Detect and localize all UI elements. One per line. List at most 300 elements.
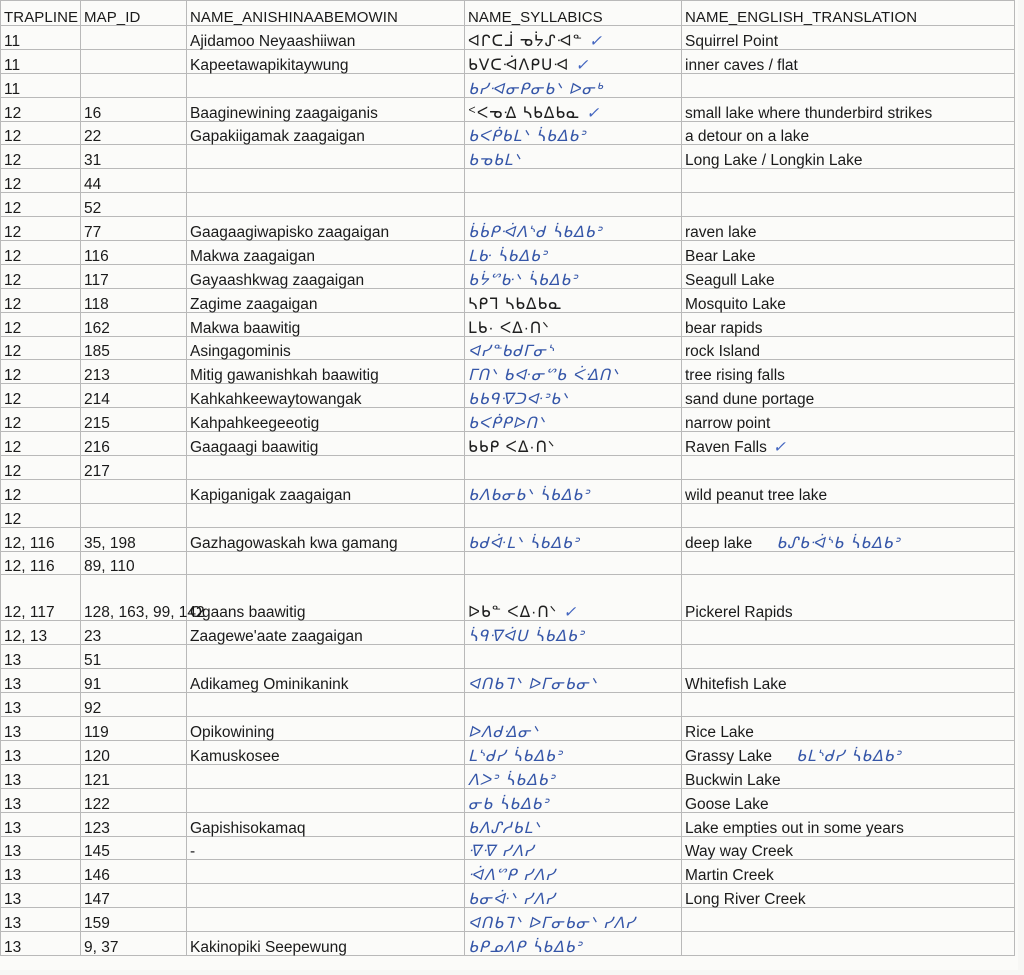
cell-name-anishinaabemowin[interactable] <box>187 932 465 956</box>
cell-map-id-text: 121 <box>84 771 110 789</box>
cell-name-english-translation[interactable] <box>682 145 1015 169</box>
cell-map-id[interactable] <box>81 145 187 169</box>
cell-map-id[interactable] <box>81 693 187 717</box>
cell-trapline-text: 13 <box>4 867 22 885</box>
cell-map-id[interactable] <box>81 860 187 884</box>
cell-name-english-translation[interactable] <box>682 97 1015 121</box>
cell-trapline-text: 12 <box>4 247 22 265</box>
cell-name-anishinaabemowin-text: Gazhagowaskah kwa gamang <box>190 534 398 552</box>
cell-name-anishinaabemowin[interactable] <box>187 26 465 50</box>
cell-name-english-translation[interactable] <box>682 932 1015 956</box>
cell-name-anishinaabemowin[interactable] <box>187 217 465 241</box>
cell-name-syllabics[interactable] <box>465 456 682 480</box>
cell-name-english-translation[interactable] <box>682 479 1015 503</box>
cell-name-english-translation[interactable] <box>682 669 1015 693</box>
cell-trapline[interactable] <box>1 312 81 336</box>
cell-name-syllabics[interactable] <box>465 288 682 312</box>
cell-map-id[interactable] <box>81 503 187 527</box>
cell-name-english-translation[interactable] <box>682 312 1015 336</box>
cell-map-id[interactable] <box>81 121 187 145</box>
cell-name-english-translation[interactable] <box>682 575 1015 621</box>
cell-name-syllabics-text: ᑲᐸᑮᑲᒪᐠ ᓵᑲᐃᑲᐣ <box>468 127 587 146</box>
cell-trapline[interactable] <box>1 884 81 908</box>
cell-name-syllabics-text: ᓵᑫᐌᐋᑌ ᓵᑲᐃᑲᐣ <box>468 627 585 646</box>
cell-name-syllabics[interactable] <box>465 932 682 956</box>
cell-name-anishinaabemowin-text: Makwa baawitig <box>190 319 301 337</box>
cell-name-syllabics[interactable] <box>465 669 682 693</box>
cell-name-anishinaabemowin[interactable] <box>187 740 465 764</box>
cell-trapline[interactable] <box>1 551 81 575</box>
cell-name-anishinaabemowin[interactable] <box>187 527 465 551</box>
cell-trapline[interactable] <box>1 812 81 836</box>
cell-trapline[interactable] <box>1 693 81 717</box>
cell-name-syllabics-text: ᑲᓂᐚᐠ ᓯᐱᓯ <box>468 890 556 909</box>
cell-trapline[interactable] <box>1 908 81 932</box>
table-row <box>1 336 1015 360</box>
cell-name-syllabics[interactable] <box>465 717 682 741</box>
cell-name-anishinaabemowin[interactable] <box>187 312 465 336</box>
cell-name-english-translation[interactable] <box>682 503 1015 527</box>
cell-name-syllabics-text: ᐅᑲᓐ ᐸᐃ·ᑎᐠ <box>468 604 558 622</box>
cell-name-anishinaabemowin[interactable] <box>187 432 465 456</box>
cell-name-syllabics[interactable] <box>465 764 682 788</box>
cell-trapline[interactable] <box>1 145 81 169</box>
cell-map-id-text: 91 <box>84 676 102 694</box>
cell-map-id-text: 118 <box>84 295 109 313</box>
cell-name-english-translation-text: Long Lake / Longkin Lake <box>685 152 863 170</box>
cell-trapline[interactable] <box>1 408 81 432</box>
cell-name-english-translation[interactable] <box>682 740 1015 764</box>
cell-name-english-translation[interactable] <box>682 408 1015 432</box>
header-row <box>1 1 1015 26</box>
cell-map-id[interactable] <box>81 884 187 908</box>
cell-trapline-text: 12, 116 <box>4 558 55 576</box>
cell-name-syllabics-text: ᒪᑿ ᓵᑲᐃᑲᐣ <box>468 246 548 265</box>
cell-name-anishinaabemowin-text: Kapiganigak zaagaigan <box>190 486 352 504</box>
cell-trapline[interactable] <box>1 932 81 956</box>
cell-trapline[interactable] <box>1 121 81 145</box>
checkmark-icon: ✓ <box>575 56 589 74</box>
cell-name-syllabics[interactable] <box>465 97 682 121</box>
cell-map-id[interactable] <box>81 49 187 73</box>
cell-name-syllabics-text: ᒪᑲ· ᐸᐃ·ᑎᐠ <box>468 319 550 337</box>
cell-name-anishinaabemowin[interactable] <box>187 360 465 384</box>
cell-map-id-text: 117 <box>84 271 109 289</box>
cell-name-syllabics[interactable] <box>465 360 682 384</box>
cell-trapline-text: 12 <box>4 200 22 218</box>
cell-name-anishinaabemowin[interactable] <box>187 288 465 312</box>
cell-name-syllabics-text: ᑲᓀᑲᒪᐠ <box>468 151 521 170</box>
cell-name-syllabics-text: ᑲᐸᑮᑭᐅᑎᐠ <box>468 414 546 433</box>
cell-trapline[interactable] <box>1 264 81 288</box>
cell-name-syllabics[interactable] <box>465 169 682 193</box>
cell-map-id[interactable] <box>81 193 187 217</box>
cell-trapline[interactable] <box>1 669 81 693</box>
cell-name-syllabics[interactable] <box>465 645 682 669</box>
cell-trapline-text: 13 <box>4 747 22 765</box>
cell-name-english-translation[interactable] <box>682 645 1015 669</box>
cell-name-syllabics-text: ᑲᐱᑲᓂᑲᐠ ᓵᑲᐃᑲᐣ <box>468 485 591 504</box>
table-row <box>1 360 1015 384</box>
cell-trapline[interactable] <box>1 788 81 812</box>
cell-name-syllabics[interactable] <box>465 860 682 884</box>
cell-trapline[interactable] <box>1 384 81 408</box>
cell-trapline-text: 12 <box>4 462 22 480</box>
cell-name-english-translation[interactable] <box>682 121 1015 145</box>
cell-name-english-translation[interactable] <box>682 288 1015 312</box>
cell-name-syllabics[interactable] <box>465 336 682 360</box>
cell-map-id-text: 44 <box>84 176 102 194</box>
cell-map-id[interactable] <box>81 97 187 121</box>
cell-trapline-text: 12 <box>4 391 22 409</box>
cell-name-anishinaabemowin[interactable] <box>187 169 465 193</box>
cell-map-id[interactable] <box>81 456 187 480</box>
cell-map-id-text: 147 <box>84 891 110 909</box>
cell-map-id[interactable] <box>81 575 205 622</box>
cell-trapline-text: 12 <box>4 343 22 361</box>
cell-trapline-text: 12 <box>4 295 22 313</box>
cell-name-syllabics[interactable] <box>465 408 682 432</box>
table-row <box>1 764 1015 788</box>
cell-name-anishinaabemowin[interactable] <box>187 717 465 741</box>
cell-map-id-text: 16 <box>84 104 102 122</box>
cell-trapline-text: 12 <box>4 271 22 289</box>
table-row <box>1 740 1015 764</box>
cell-name-english-translation[interactable] <box>682 360 1015 384</box>
cell-name-english-translation[interactable] <box>682 717 1015 741</box>
cell-trapline-text: 13 <box>4 891 22 909</box>
cell-name-anishinaabemowin[interactable] <box>187 73 465 97</box>
cell-map-id[interactable] <box>81 908 187 932</box>
cell-name-english-translation[interactable] <box>682 812 1015 836</box>
cell-name-english-translation[interactable] <box>682 384 1015 408</box>
cell-name-anishinaabemowin[interactable] <box>187 693 465 717</box>
cell-name-syllabics[interactable] <box>465 908 682 932</box>
cell-name-english-translation[interactable] <box>682 432 1015 456</box>
cell-trapline-text: 12 <box>4 224 22 242</box>
cell-trapline[interactable] <box>1 456 81 480</box>
cell-name-syllabics[interactable] <box>465 312 682 336</box>
cell-name-anishinaabemowin-text: Kakinopiki Seepewung <box>190 938 347 956</box>
cell-name-syllabics[interactable] <box>465 384 682 408</box>
cell-map-id-text: 92 <box>84 700 102 718</box>
cell-trapline-text: 12 <box>4 152 22 170</box>
cell-name-english-translation-text: Long River Creek <box>685 891 806 909</box>
cell-map-id-text: 217 <box>84 462 110 480</box>
cell-name-english-translation-text: raven lake <box>685 224 757 242</box>
cell-trapline[interactable] <box>1 621 81 645</box>
cell-name-english-translation-text: Martin Creek <box>685 867 774 885</box>
cell-map-id[interactable] <box>81 764 187 788</box>
cell-map-id-text: 128, 163, 99, 142 <box>84 604 205 622</box>
cell-name-syllabics-text: ᑲᑲᑫᐌᑐᐘᐣᑲᐠ <box>468 390 569 409</box>
cell-name-anishinaabemowin-text: Gaagaagiwapisko zaagaigan <box>190 224 390 242</box>
cell-name-english-translation[interactable] <box>682 764 1015 788</box>
cell-name-english-translation[interactable] <box>682 169 1015 193</box>
cell-name-syllabics-text: ᑳᑳᑭᐙᐱᔅᑯ ᓵᑲᐃᑲᐣ <box>468 223 603 242</box>
cell-name-english-translation[interactable] <box>682 49 1015 73</box>
cell-trapline[interactable] <box>1 360 81 384</box>
cell-name-english-translation-text: Grassy Lake <box>685 747 773 765</box>
cell-map-id[interactable] <box>81 384 187 408</box>
cell-map-id-text: 23 <box>84 628 102 646</box>
cell-name-syllabics[interactable] <box>465 49 682 73</box>
cell-name-anishinaabemowin[interactable] <box>187 408 465 432</box>
cell-name-anishinaabemowin[interactable] <box>187 908 465 932</box>
cell-map-id[interactable] <box>81 812 187 836</box>
cell-name-english-translation[interactable] <box>682 788 1015 812</box>
cell-name-syllabics-text: ᐅᐱᑯᐎᓂᐠ <box>468 722 539 741</box>
cell-name-syllabics[interactable] <box>465 479 682 503</box>
cell-trapline-text: 12, 117 <box>4 604 55 622</box>
table-row <box>1 312 1015 336</box>
cell-name-anishinaabemowin[interactable] <box>187 121 465 145</box>
cell-map-id[interactable] <box>81 621 187 645</box>
table-row <box>1 288 1015 312</box>
cell-name-english-translation-text: Rice Lake <box>685 723 754 741</box>
cell-name-english-translation-text: Goose Lake <box>685 795 769 813</box>
cell-name-syllabics[interactable] <box>465 836 682 860</box>
cell-name-english-translation[interactable] <box>682 551 1015 575</box>
cell-trapline[interactable] <box>1 26 81 50</box>
cell-trapline-text: 12 <box>4 104 22 122</box>
cell-name-english-translation[interactable] <box>682 217 1015 241</box>
cell-map-id[interactable] <box>81 527 187 551</box>
cell-name-anishinaabemowin[interactable] <box>187 193 465 217</box>
cell-name-english-translation-text: narrow point <box>685 415 771 433</box>
table-row <box>1 575 1015 621</box>
cell-trapline[interactable] <box>1 575 81 621</box>
cell-name-syllabics[interactable] <box>465 740 682 764</box>
cell-name-english-translation[interactable] <box>682 693 1015 717</box>
cell-map-id[interactable] <box>81 288 187 312</box>
cell-trapline[interactable] <box>1 740 81 764</box>
cell-name-anishinaabemowin-text: Baaginewining zaagaiganis <box>190 104 378 122</box>
table-row <box>1 193 1015 217</box>
cell-name-anishinaabemowin[interactable] <box>187 575 465 621</box>
cell-map-id[interactable] <box>81 360 187 384</box>
header-name-anishinaabemowin[interactable]: NAME_ANISHINAABEMOWIN <box>187 1 465 26</box>
table-row <box>1 432 1015 456</box>
cell-name-english-translation[interactable] <box>682 193 1015 217</box>
cell-name-anishinaabemowin[interactable] <box>187 860 465 884</box>
cell-trapline[interactable] <box>1 193 81 217</box>
cell-name-syllabics[interactable] <box>465 73 682 97</box>
cell-map-id[interactable] <box>81 836 187 860</box>
cell-name-anishinaabemowin[interactable] <box>187 49 465 73</box>
cell-name-syllabics[interactable] <box>465 527 682 551</box>
cell-name-syllabics[interactable] <box>465 575 682 621</box>
cell-name-syllabics-text: ᐊᑎᑲᒣᐠ ᐅᒥᓂᑲᓂᐠ <box>468 675 598 694</box>
cell-name-anishinaabemowin[interactable] <box>187 551 465 575</box>
table-row <box>1 621 1015 645</box>
cell-map-id[interactable] <box>81 26 187 50</box>
cell-map-id[interactable] <box>81 312 187 336</box>
cell-name-english-translation[interactable] <box>682 241 1015 265</box>
cell-name-syllabics[interactable] <box>465 121 682 145</box>
cell-name-syllabics[interactable] <box>465 145 682 169</box>
cell-name-syllabics-text: ᑲᐱᔑᓱᑲᒪᐠ <box>468 818 541 837</box>
cell-map-id[interactable] <box>81 669 187 693</box>
table-row <box>1 908 1015 932</box>
cell-map-id[interactable] <box>81 645 187 669</box>
cell-name-english-translation[interactable] <box>682 860 1015 884</box>
cell-map-id-text: 185 <box>84 343 110 361</box>
cell-trapline-text: 11 <box>4 56 21 74</box>
cell-name-syllabics[interactable] <box>465 693 682 717</box>
cell-name-anishinaabemowin[interactable] <box>187 669 465 693</box>
cell-name-anishinaabemowin[interactable] <box>187 788 465 812</box>
cell-map-id[interactable] <box>81 169 187 193</box>
cell-trapline[interactable] <box>1 169 81 193</box>
cell-trapline[interactable] <box>1 73 81 97</box>
cell-name-syllabics[interactable] <box>465 621 682 645</box>
cell-trapline[interactable] <box>1 764 81 788</box>
cell-name-anishinaabemowin[interactable] <box>187 384 465 408</box>
cell-name-english-translation[interactable] <box>682 884 1015 908</box>
cell-name-anishinaabemowin[interactable] <box>187 336 465 360</box>
table-row <box>1 145 1015 169</box>
cell-name-syllabics[interactable] <box>465 432 682 456</box>
cell-name-syllabics[interactable] <box>465 264 682 288</box>
cell-trapline[interactable] <box>1 241 81 265</box>
cell-name-syllabics-text: ᑲᑯᐚᒪᐠ ᓵᑲᐃᑲᐣ <box>468 533 580 552</box>
table-row <box>1 408 1015 432</box>
cell-trapline[interactable] <box>1 717 81 741</box>
cell-map-id-text: 214 <box>84 391 110 409</box>
cell-name-anishinaabemowin[interactable] <box>187 456 465 480</box>
cell-name-anishinaabemowin[interactable] <box>187 764 465 788</box>
cell-map-id[interactable] <box>81 717 187 741</box>
cell-name-anishinaabemowin[interactable] <box>187 479 465 503</box>
cell-name-english-translation[interactable] <box>682 336 1015 360</box>
checkmark-icon: ✓ <box>563 604 577 622</box>
cell-name-anishinaabemowin[interactable] <box>187 145 465 169</box>
cell-trapline-text: 13 <box>4 700 22 718</box>
cell-trapline-text: 11 <box>4 80 21 98</box>
cell-trapline-text: 13 <box>4 938 22 956</box>
cell-trapline[interactable] <box>1 860 81 884</box>
cell-name-anishinaabemowin[interactable] <box>187 836 465 860</box>
cell-name-anishinaabemowin[interactable] <box>187 812 465 836</box>
cell-name-syllabics[interactable] <box>465 193 682 217</box>
cell-map-id-text: 35, 198 <box>84 534 136 552</box>
cell-name-english-translation[interactable] <box>682 621 1015 645</box>
cell-trapline[interactable] <box>1 432 81 456</box>
cell-name-anishinaabemowin[interactable] <box>187 264 465 288</box>
cell-map-id-text: 146 <box>84 867 110 885</box>
cell-trapline[interactable] <box>1 217 81 241</box>
cell-name-english-translation-text: Squirrel Point <box>685 32 779 50</box>
cell-name-english-translation-text: deep lake <box>685 534 753 552</box>
cell-name-english-translation[interactable] <box>682 26 1015 50</box>
cell-name-anishinaabemowin[interactable] <box>187 241 465 265</box>
cell-trapline[interactable] <box>1 503 81 527</box>
cell-name-anishinaabemowin-text: Gapakiigamak zaagaigan <box>190 128 365 146</box>
cell-map-id[interactable] <box>81 479 187 503</box>
cell-name-english-translation[interactable] <box>682 836 1015 860</box>
cell-name-syllabics[interactable] <box>465 812 682 836</box>
cell-name-anishinaabemowin[interactable] <box>187 645 465 669</box>
cell-trapline-text: 13 <box>4 795 22 813</box>
cell-name-syllabics[interactable] <box>465 884 682 908</box>
cell-map-id[interactable] <box>81 788 187 812</box>
cell-name-syllabics[interactable] <box>465 217 682 241</box>
header-name-syllabics[interactable]: NAME_SYLLABICS <box>465 1 682 26</box>
cell-name-english-translation[interactable] <box>682 456 1015 480</box>
cell-name-syllabics-text: ᑉᐸᓀᐎ ᓴᑲᐃᑲᓇ <box>468 104 581 122</box>
cell-trapline-text: 12, 116 <box>4 534 55 552</box>
cell-name-syllabics[interactable] <box>465 503 682 527</box>
table-row <box>1 241 1015 265</box>
header-name-english-translation[interactable]: NAME_ENGLISH_TRANSLATION <box>682 1 1015 26</box>
cell-trapline[interactable] <box>1 288 81 312</box>
cell-map-id[interactable] <box>81 408 187 432</box>
cell-map-id-text: 119 <box>84 723 109 741</box>
cell-trapline-text: 12 <box>4 439 22 457</box>
cell-name-english-translation-text: Seagull Lake <box>685 271 775 289</box>
cell-map-id-text: 22 <box>84 128 102 146</box>
cell-map-id[interactable] <box>81 73 187 97</box>
header-map-id[interactable]: MAP_ID <box>81 1 187 26</box>
cell-name-english-translation[interactable] <box>682 908 1015 932</box>
cell-map-id[interactable] <box>81 932 187 956</box>
cell-trapline[interactable] <box>1 479 81 503</box>
cell-name-anishinaabemowin[interactable] <box>187 97 465 121</box>
cell-name-anishinaabemowin-text: Mitig gawanishkah baawitig <box>190 367 379 385</box>
cell-trapline[interactable] <box>1 836 81 860</box>
cell-name-english-translation[interactable] <box>682 527 1015 551</box>
cell-map-id[interactable] <box>81 551 187 575</box>
cell-trapline[interactable] <box>1 97 81 121</box>
cell-name-anishinaabemowin-text: Kapeetawapikitaywung <box>190 56 349 74</box>
cell-trapline[interactable] <box>1 49 81 73</box>
cell-name-anishinaabemowin[interactable] <box>187 503 465 527</box>
cell-map-id[interactable] <box>81 432 187 456</box>
cell-name-anishinaabemowin-text: Gapishisokamaq <box>190 819 306 837</box>
cell-trapline[interactable] <box>1 336 81 360</box>
cell-name-english-translation[interactable] <box>682 73 1015 97</box>
cell-name-english-translation[interactable] <box>682 264 1015 288</box>
cell-map-id-text: 31 <box>84 152 102 170</box>
cell-trapline-text: 12 <box>4 367 22 385</box>
cell-name-syllabics[interactable] <box>465 551 682 575</box>
cell-trapline[interactable] <box>1 527 81 551</box>
cell-name-anishinaabemowin[interactable] <box>187 884 465 908</box>
cell-trapline-text: 13 <box>4 652 22 670</box>
cell-map-id[interactable] <box>81 217 187 241</box>
cell-name-anishinaabemowin[interactable] <box>187 621 465 645</box>
cell-name-english-translation-text: bear rapids <box>685 319 763 337</box>
header-trapline[interactable]: TRAPLINE <box>1 1 81 26</box>
cell-name-syllabics-text: ᐙᐱᔥᑭ ᓯᐱᓯ <box>468 866 556 885</box>
cell-name-syllabics[interactable] <box>465 788 682 812</box>
cell-trapline[interactable] <box>1 645 81 669</box>
cell-map-id[interactable] <box>81 241 187 265</box>
cell-name-syllabics-text: ᑲᔮᔥᑿᐠ ᓵᑲᐃᑲᐣ <box>468 270 579 289</box>
cell-name-anishinaabemowin-text: Ogaans baawitig <box>190 604 306 622</box>
cell-trapline-text: 12 <box>4 128 22 146</box>
table-row <box>1 669 1015 693</box>
cell-map-id[interactable] <box>81 336 187 360</box>
table-row <box>1 26 1015 50</box>
cell-name-syllabics[interactable] <box>465 26 682 50</box>
cell-map-id[interactable] <box>81 740 187 764</box>
cell-name-syllabics-text: ᐊᓯᓐᑲᑯᒥᓂᔅ <box>468 342 555 361</box>
cell-name-anishinaabemowin-text: Gayaashkwag zaagaigan <box>190 271 365 289</box>
cell-map-id[interactable] <box>81 264 187 288</box>
cell-name-syllabics[interactable] <box>465 241 682 265</box>
